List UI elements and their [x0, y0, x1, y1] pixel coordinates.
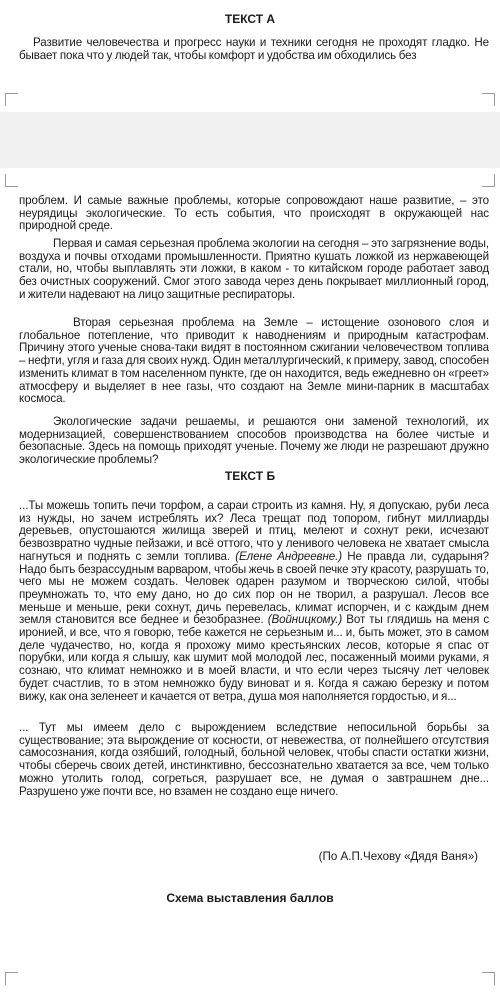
scoring-heading: Схема выставления баллов	[166, 891, 334, 905]
document-page-2	[0, 168, 500, 993]
text-a-opening-paragraph: Развитие человечества и прогресс науки и техники сегодня не проходят гладко. Не бывает пока что у людей так, чтобы комфорт и удобства им обходились без	[19, 36, 489, 62]
text-b-credit: (По А.П.Чехову «Дядя Ваня»)	[318, 850, 478, 863]
text-b-p1-part3: Вот ты глядишь на меня с иронией, и все, что я говорю, тебе кажется не серьезным и... и, быть может, это в самом деле чудачество, но, когда я прохожу мимо крестьянских лесов, которые я спас от порубки, или когда я слышу, как шумит мой молодой лес, посаженный моими руками, я сознаю, что климат немножко и в моей власти, и что если через тысячу лет человек будет счастлив, то в этом немножко буду виноват и я. Когда я сажаю березку и потом вижу, как она зеленеет и качается от ветра, душа моя наполняется гордостью, и я...	[19, 613, 490, 703]
text-b-paragraph-2: ... Тут мы имеем дело с вырождением вследствие непосильной борьбы за существование; эта вырождение от косности, от невежества, от полнейшего отсутствия самосознания, когда озябший, голодный, больной человек, чтобы спасти остатки жизни, чтобы сберечь своих детей, инстинктивно, бессознательно хватается за все, чем только можно утолить голод, согреться, разрушает все, не думая о завтрашнем дне... Разрушено уже почти все, но взамен не создано еще ничего.	[19, 721, 489, 798]
text-b-paragraph-1	[19, 500, 489, 703]
page-corner-mark	[482, 174, 495, 187]
text-b-p1-part1: ...Ты можешь топить печи торфом, а сараи строить из камня. Ну, я допускаю, руби леса из нужды, но зачем истреблять их? Леса трещат под топором, гибнут миллиарды деревьев, опустошаются жилища зверей и птиц, мелеют и сохнут реки, исчезают безвозвратно чудные пейзажи, и всё оттого, что у ленивого человека не хватает смысла нагнуться и поднять с земли топлива.	[19, 499, 489, 563]
text-a-paragraph-3: Вторая серьезная проблема на Земле – истощение озонового слоя и глобальное потепление, что приводит к наводнениям и природным катастрофам. Причину этого ученые снова-таки видят в постоянном сжигании человечеством топлива – нефти, угля и газа для своих нужд. Один металлургический, к примеру, завод, способен изменить климат в том населенном пункте, где он находится, ведь ежедневно он «греет» атмосферу и выделяет в нее газы, что создают на Земле мини-парник в масштабах космоса.	[19, 316, 489, 406]
stage-direction-1: (Елене Андреевне.)	[235, 549, 343, 563]
text-a-paragraph-4: Экологические задачи решаемы, и решаются они заменой технологий, их модернизацией, совершенствованием способов производства на более чистые и безопасные. Здесь на помощь приходят ученые. Почему же люди не разрешают дружно экологические проблемы?	[19, 415, 489, 467]
page-corner-mark	[5, 174, 18, 187]
text-b-heading: ТЕКСТ Б	[224, 469, 276, 483]
text-a-paragraph-2: Первая и самая серьезная проблема экологии на сегодня – это загрязнение воды, воздуха и почвы отходами промышленности. Приятно кушать ложкой из нержавеющей стали, но, чтобы выплавлять эти ложки, в каком - то китайском городе работает завод без очистных сооружений. Смог этого завода через день покрывает миллионный город, и жители надевают на лицо защитные респираторы.	[19, 237, 489, 301]
page-corner-mark	[482, 972, 495, 985]
page-gap	[0, 112, 500, 168]
page-corner-mark	[482, 93, 495, 106]
text-b-p1-part2: Не правда ли, сударыня? Надо быть безрассудным варваром, чтобы жечь в своей печке эту красоту, разрушать то, чего мы не можем создать. Человек одарен разумом и творческою силой, чтобы преумножать то, что ему дано, но до сих пор он не творил, а разрушал. Лесов все меньше и меньше, реки сохнут, дичь перевелась, климат испорчен, и с каждым днем земля становится все беднее и безобразнее.	[19, 549, 489, 627]
text-a-continuation: проблем. И самые важные проблемы, которые сопровождают наше развитие, – это неурядицы экологические. То есть события, что происходят в окружающей нас природной среде.	[19, 194, 489, 233]
text-a-heading: ТЕКСТ А	[224, 12, 276, 26]
stage-direction-2: (Войницкому.)	[267, 613, 343, 627]
document-page-1	[0, 0, 500, 112]
page-corner-mark	[5, 93, 18, 106]
page-corner-mark	[5, 972, 18, 985]
